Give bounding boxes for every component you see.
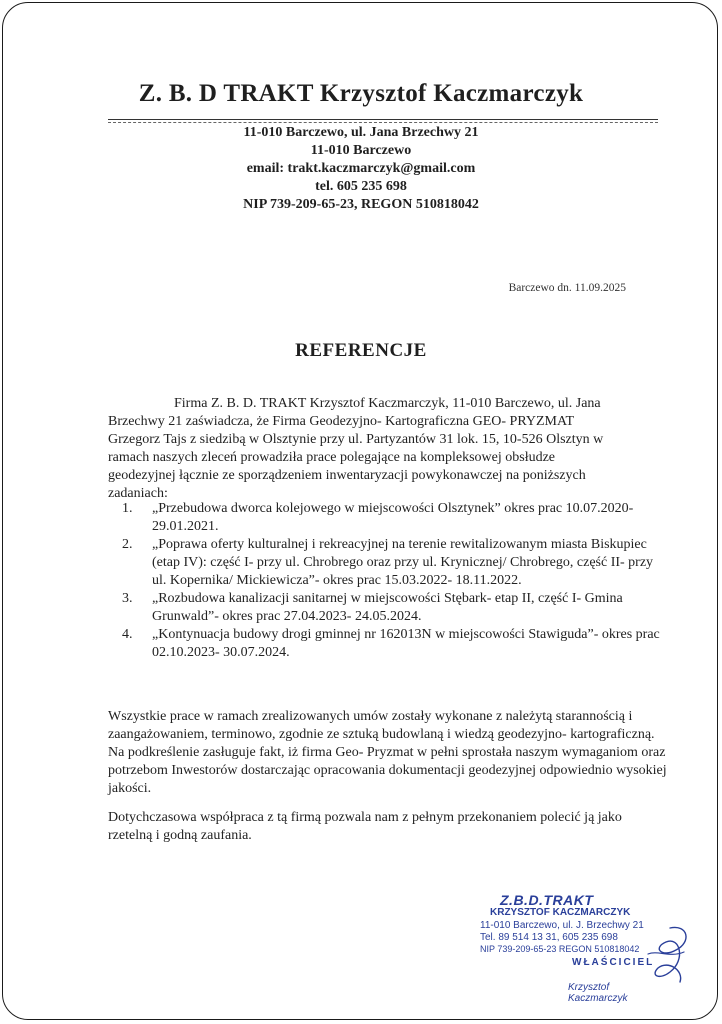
- stamp-role: WŁAŚCICIEL: [572, 957, 655, 968]
- contact-phone: tel. 605 235 698: [315, 179, 407, 194]
- stamp-owner: KRZYSZTOF KACZMARCZYK: [490, 907, 631, 918]
- list-item: 3. „Rozbudowa kanalizacji sanitarnej w miejscowości Stębark- etap II, część I- Gmina Grunwald”- okres prac 27.04.2023- 24.05.2024.: [122, 591, 623, 624]
- stamp-brand: Z.B.D.TRAKT: [500, 892, 594, 908]
- stamp-address: 11-010 Barczewo, ul. J. Brzechwy 21: [480, 920, 644, 931]
- contact-email: email: trakt.kaczmarczyk@gmail.com: [246, 161, 476, 176]
- stamp-ids: NIP 739-209-65-23 REGON 510818042: [480, 944, 640, 954]
- stamp-signatory: Krzysztof Kaczmarczyk: [568, 982, 628, 1004]
- stamp-phone: Tel. 89 514 13 31, 605 235 698: [480, 932, 618, 943]
- header-divider-dashed: [108, 122, 658, 123]
- list-item: 2. „Poprawa oferty kulturalnej i rekreacyjnej na terenie rewitalizowanym miasta Biskupiec (etap IV): część I- przy ul. Chrobrego oraz przy ul. Krynicznej/ Chrobrego, część II- przy ul. Kopernika/ Mickiewicza”- okres prac 15.03.2022- 18.11.2022.: [122, 537, 654, 588]
- intro-paragraph: Firma Z. B. D. TRAKT Krzysztof Kaczmarczyk, 11-010 Barczewo, ul. Jana Brzechwy 21 zaświadcza, że Firma Geodezyjno- Kartograficzna GEO- PRYZMAT Grzegorz Tajs z siedzibą w Olsztynie przy ul. Partyzantów 31 lok. 15, 10-526 Olsztyn w ramach naszych zleceń prowadziła prace polegające na kompleksowej obsłudze geodezyjnej łącznie ze sporządzeniem inwentaryzacji powykonawczej na poniższych zadaniach:: [108, 396, 604, 501]
- closing-paragraph: Dotychczasowa współpraca z tą firmą pozwala nam z pełnym przekonaniem polecić ją jako rzetelną i godną zaufania.: [108, 810, 622, 843]
- task-list: [122, 500, 662, 662]
- list-item: 1. „Przebudowa dworca kolejowego w miejscowości Olsztynek” okres prac 10.07.2020- 29.01.2021.: [122, 501, 634, 534]
- signature-icon: [640, 920, 700, 990]
- summary-paragraph: Wszystkie prace w ramach zrealizowanych umów zostały wykonane z należytą starannością i zaangażowaniem, terminowo, zgodnie ze sztuką budowlaną i wiedzą geodezyjno- kartograficzną. Na podkreślenie zasługuje fakt, iż firma Geo- Pryzmat w pełni sprostała naszym wymaganiom oraz potrzebom Inwestorów dostarczając opracowania dokumentacji geodezyjnej odpowiednio wysokiej jakości.: [108, 709, 667, 796]
- document-date: Barczewo dn. 11.09.2025: [508, 282, 626, 294]
- contact-ids: NIP 739-209-65-23, REGON 510818042: [243, 197, 479, 212]
- contact-city: 11-010 Barczewo: [310, 143, 412, 158]
- document-title: REFERENCJE: [295, 340, 427, 361]
- contact-block: [0, 124, 722, 214]
- list-item: 4. „Kontynuacja budowy drogi gminnej nr 162013N w miejscowości Stawiguda”- okres prac 02.10.2023- 30.07.2024.: [122, 627, 660, 660]
- company-name: Z. B. D TRAKT Krzysztof Kaczmarczyk: [138, 80, 584, 107]
- contact-address: 11-010 Barczewo, ul. Jana Brzechwy 21: [243, 125, 479, 140]
- header-divider: [108, 119, 658, 120]
